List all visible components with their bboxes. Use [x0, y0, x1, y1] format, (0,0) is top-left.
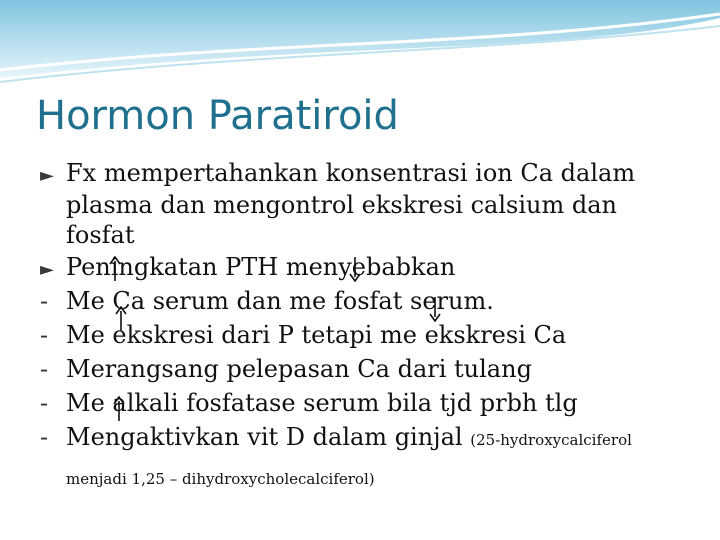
dash-marker: - — [40, 423, 49, 451]
bullet-line-continuation: fosfat — [66, 221, 135, 249]
note-line: menjadi 1,25 – dihydroxycholecalciferol) — [66, 470, 375, 488]
line-text: Fx mempertahankan konsentrasi ion Ca dalam — [66, 159, 636, 187]
dash-marker: - — [40, 287, 49, 315]
bullet-arrow-icon: ► — [40, 165, 54, 186]
up-arrow-icon — [108, 256, 122, 282]
line-text: Me ekskresi dari P tetapi me ekskresi Ca — [66, 321, 567, 349]
up-arrow-icon — [112, 396, 126, 422]
bullet-line — [40, 156, 700, 190]
down-arrow-icon — [348, 256, 362, 282]
bullet-line — [40, 250, 700, 284]
line-text: Mengaktivkan vit D dalam ginjal — [66, 423, 463, 451]
line-text: Merangsang pelepasan Ca dari tulang — [66, 355, 532, 383]
slide-title: Hormon Paratiroid — [36, 93, 399, 139]
dash-line — [40, 318, 700, 352]
dash-marker: - — [40, 355, 49, 383]
bullet-line-continuation: plasma dan mengontrol ekskresi calsium dan — [66, 191, 617, 219]
up-arrow-icon — [114, 306, 128, 332]
dash-line — [40, 420, 700, 454]
dash-line — [40, 284, 700, 318]
dash-line — [40, 386, 700, 420]
line-text: Peningkatan PTH menyebabkan — [66, 253, 456, 281]
dash-marker: - — [40, 389, 49, 417]
line-text: Me alkali fosfatase serum bila tjd prbh tlg — [66, 389, 578, 417]
dash-marker: - — [40, 321, 49, 349]
header-wave-decoration — [0, 0, 720, 90]
slide-body — [40, 156, 700, 454]
line-text: Me Ca serum dan me fosfat serum. — [66, 287, 494, 315]
down-arrow-icon — [428, 296, 442, 322]
bullet-arrow-icon: ► — [40, 259, 54, 280]
dash-line — [40, 352, 700, 386]
line-small-text: (25-hydroxycalciferol — [470, 431, 632, 449]
